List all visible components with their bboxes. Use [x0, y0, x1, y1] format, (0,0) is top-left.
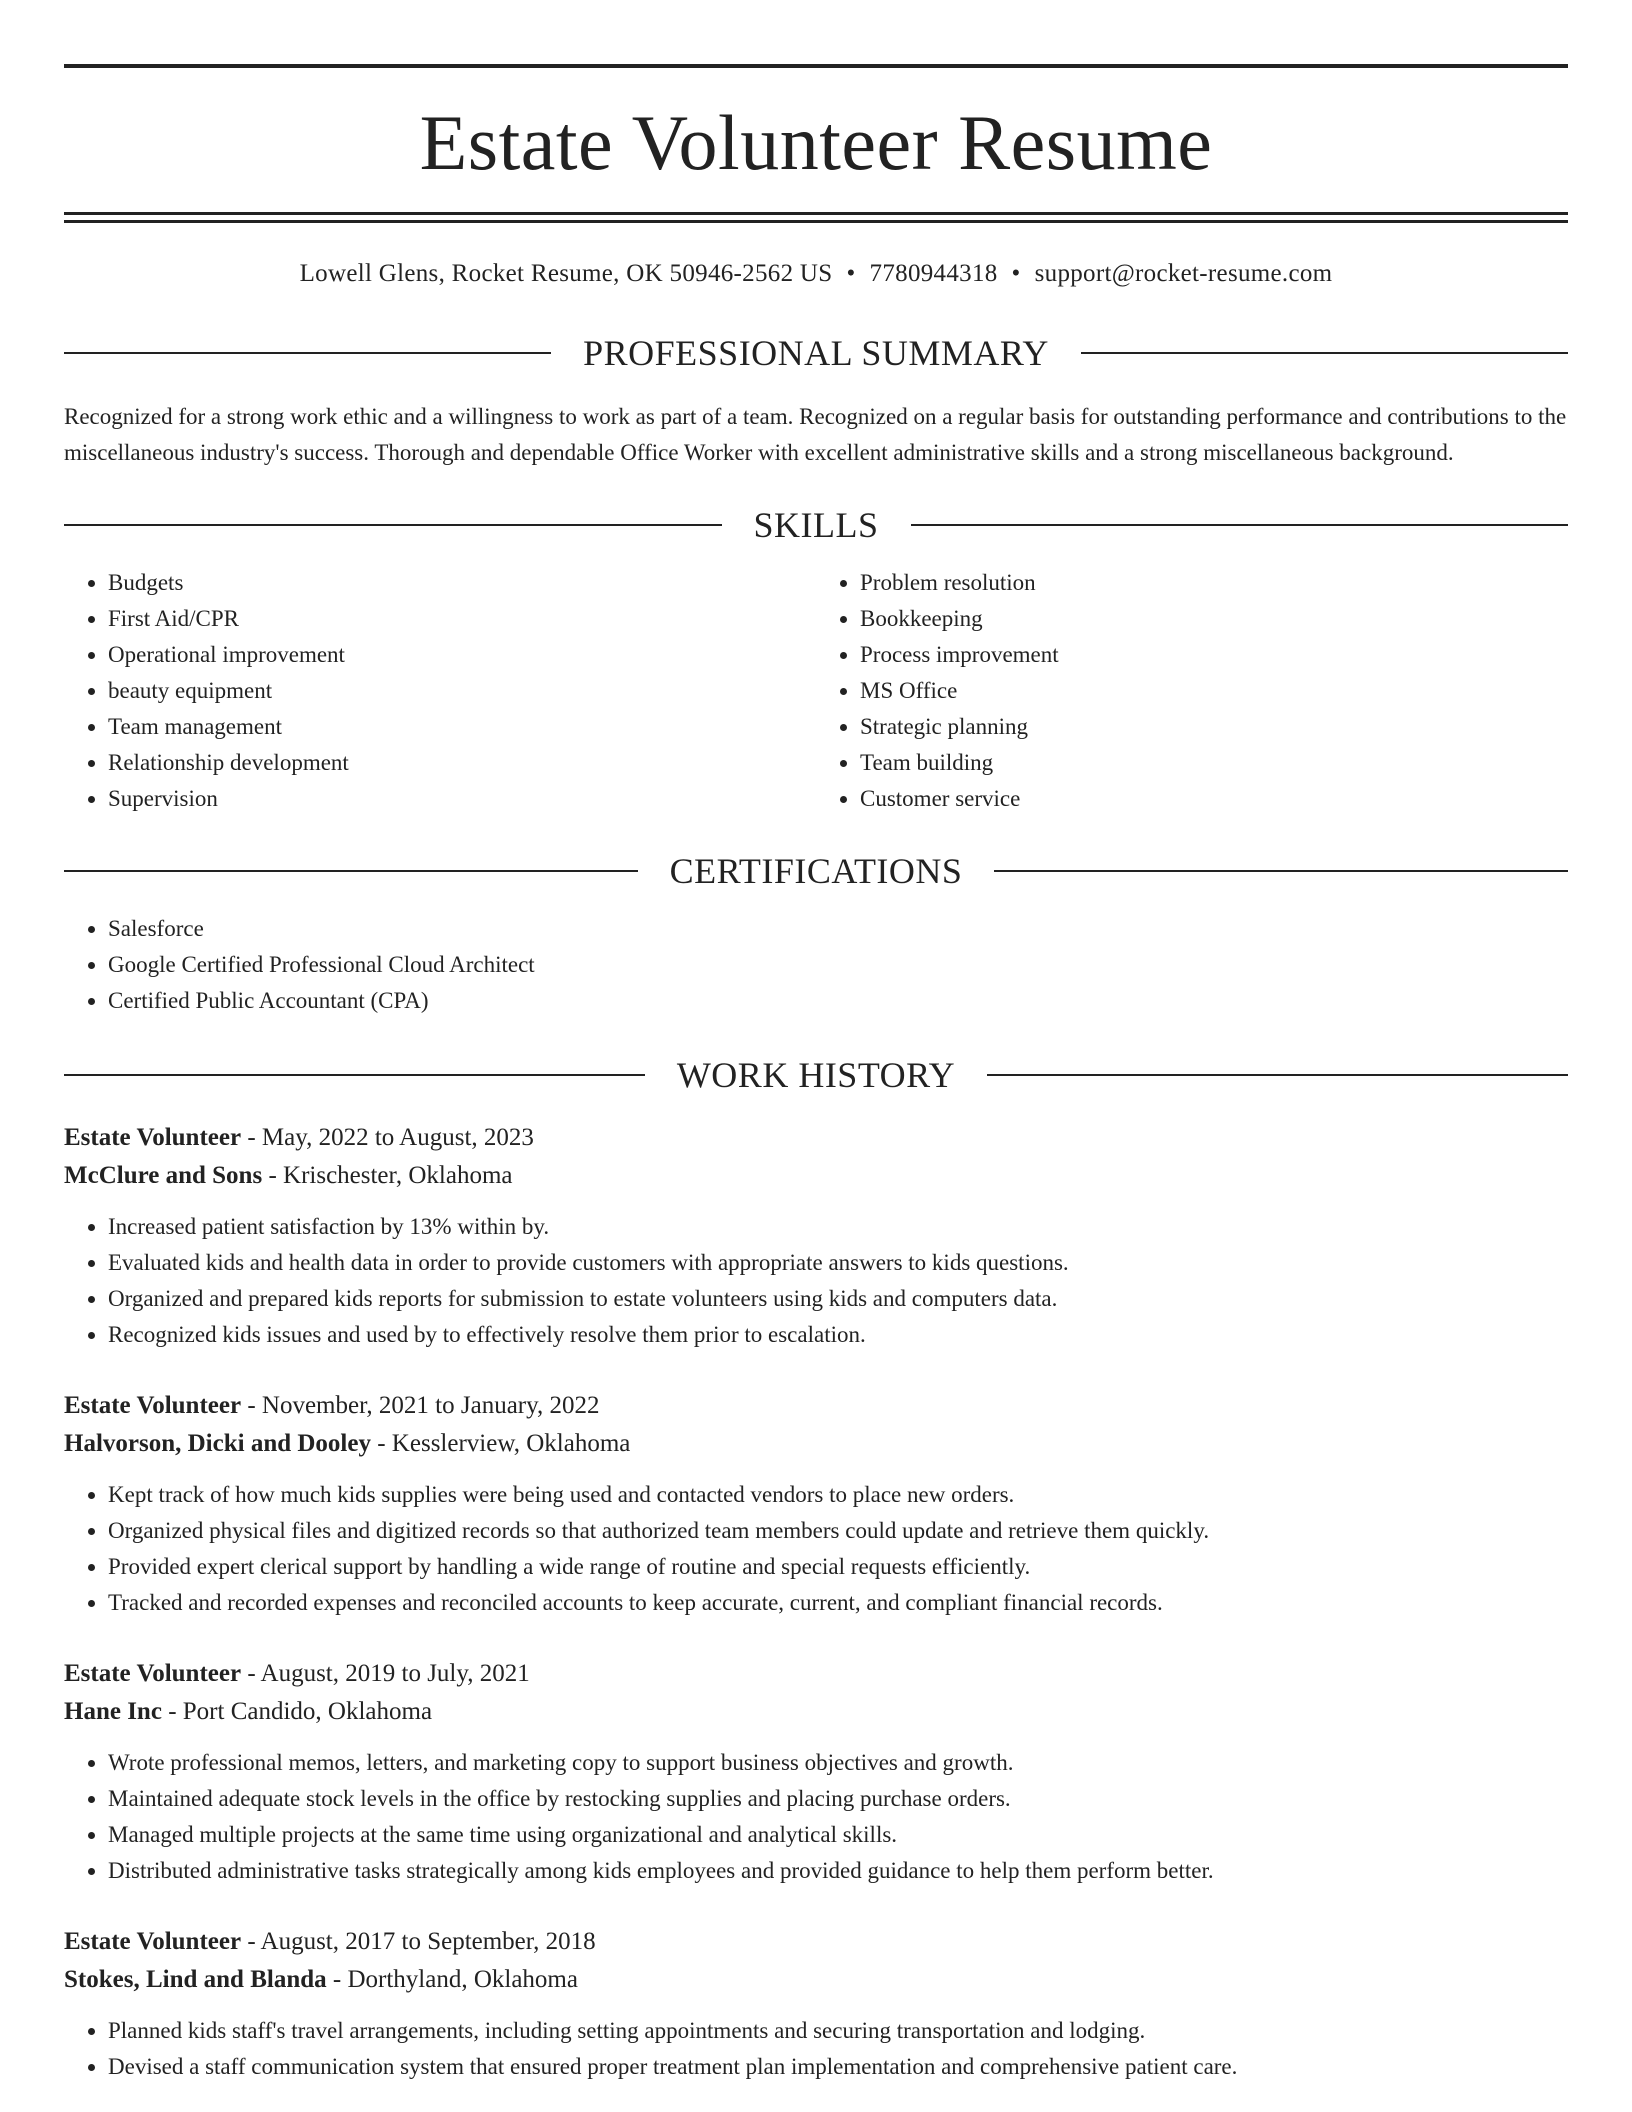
certification-item: • Google Certified Professional Cloud Architect	[108, 947, 1568, 983]
job-entry	[64, 1655, 1568, 1889]
title-double-rule	[64, 212, 1568, 223]
job-bullet: • Wrote professional memos, letters, and marketing copy to support business objectives and growth.	[108, 1745, 1568, 1781]
job-company-line	[64, 1157, 1568, 1195]
skill-item: • Operational improvement	[108, 637, 816, 673]
job-bullets	[64, 1745, 1568, 1889]
contact-phone: 7780944318	[869, 260, 998, 287]
skill-item: • Bookkeeping	[860, 601, 1568, 637]
job-company-line	[64, 1425, 1568, 1463]
job-location: - Kesslerview, Oklahoma	[370, 1430, 631, 1457]
skills-columns	[64, 565, 1568, 817]
job-bullet: • Tracked and recorded expenses and reconciled accounts to keep accurate, current, and compliant financial records.	[108, 1585, 1568, 1621]
section-title-work: WORK HISTORY	[676, 1055, 956, 1095]
job-bullet: • Recognized kids issues and used by to effectively resolve them prior to escalation.	[108, 1317, 1568, 1353]
section-rule-left	[64, 1074, 645, 1076]
job-entry	[64, 1119, 1568, 1353]
job-title: Estate Volunteer	[64, 1660, 242, 1687]
certifications-list	[64, 911, 1568, 1019]
job-company: Halvorson, Dicki and Dooley	[64, 1430, 371, 1457]
section-rule-right	[1081, 352, 1568, 354]
section-rule-left	[64, 352, 551, 354]
certification-item: • Salesforce	[108, 911, 1568, 947]
section-rule-left	[64, 524, 722, 526]
job-location: - Krischester, Oklahoma	[262, 1162, 513, 1189]
skill-item: • First Aid/CPR	[108, 601, 816, 637]
job-company: Hane Inc	[64, 1698, 162, 1725]
section-rule-right	[987, 1074, 1568, 1076]
skill-item: • MS Office	[860, 673, 1568, 709]
job-location: - Dorthyland, Oklahoma	[326, 1966, 578, 1993]
job-bullet: • Devised a staff communication system that ensured proper treatment plan implementation and comprehensive patient care.	[108, 2049, 1568, 2085]
job-company: Stokes, Lind and Blanda	[64, 1966, 327, 1993]
job-title-line	[64, 1655, 1568, 1693]
job-company-line	[64, 1961, 1568, 1999]
job-bullet: • Organized and prepared kids reports for submission to estate volunteers using kids and computers data.	[108, 1281, 1568, 1317]
skill-item: • Process improvement	[860, 637, 1568, 673]
summary-paragraph: Recognized for a strong work ethic and a willingness to work as part of a team. Recognized on a regular basis for outstanding performance and contributions to the miscellaneous industry's success. Thorough and dependable Office Worker with excellent administrative skills and a strong miscellaneous background.	[64, 404, 1567, 465]
job-bullets	[64, 1477, 1568, 1621]
contact-separator: •	[1011, 260, 1021, 287]
skill-item: • beauty equipment	[108, 673, 816, 709]
job-title-line	[64, 1387, 1568, 1425]
job-title: Estate Volunteer	[64, 1124, 242, 1151]
section-title-certifications: CERTIFICATIONS	[669, 851, 963, 891]
section-rule-left	[64, 870, 638, 872]
skill-item: • Problem resolution	[860, 565, 1568, 601]
section-title-skills: SKILLS	[753, 505, 879, 545]
section-header-summary	[64, 335, 1568, 371]
work-history-list	[64, 1119, 1568, 2085]
contact-separator: •	[846, 260, 856, 287]
job-location: - Port Candido, Oklahoma	[161, 1698, 433, 1725]
job-title-line	[64, 1119, 1568, 1157]
job-dates: - May, 2022 to August, 2023	[241, 1124, 534, 1151]
job-entry	[64, 1387, 1568, 1621]
job-bullet: • Provided expert clerical support by handling a wide range of routine and special requests efficiently.	[108, 1549, 1568, 1585]
job-bullet: • Organized physical files and digitized records so that authorized team members could update and retrieve them quickly.	[108, 1513, 1568, 1549]
job-bullet: • Kept track of how much kids supplies were being used and contacted vendors to place new orders.	[108, 1477, 1568, 1513]
job-title-line	[64, 1923, 1568, 1961]
skills-list-left	[64, 565, 816, 817]
job-bullet: • Distributed administrative tasks strategically among kids employees and provided guidance to help them perform better.	[108, 1853, 1568, 1889]
job-dates: - August, 2019 to July, 2021	[241, 1660, 530, 1687]
skill-item: • Budgets	[108, 565, 816, 601]
job-bullets	[64, 1209, 1568, 1353]
job-entry	[64, 1923, 1568, 2085]
skills-list-right	[816, 565, 1568, 817]
job-bullet: • Maintained adequate stock levels in the office by restocking supplies and placing purchase orders.	[108, 1781, 1568, 1817]
job-dates: - August, 2017 to September, 2018	[241, 1928, 596, 1955]
skill-item: • Team management	[108, 709, 816, 745]
job-title: Estate Volunteer	[64, 1392, 242, 1419]
skill-item: • Customer service	[860, 781, 1568, 817]
section-rule-right	[911, 524, 1569, 526]
section-header-certifications	[64, 853, 1568, 889]
job-company: McClure and Sons	[64, 1162, 263, 1189]
section-header-skills	[64, 507, 1568, 543]
contact-address: Lowell Glens, Rocket Resume, OK 50946-2562 US	[299, 260, 833, 287]
job-bullets	[64, 2013, 1568, 2085]
section-title-summary: PROFESSIONAL SUMMARY	[583, 333, 1049, 373]
resume-title: Estate Volunteer Resume	[419, 99, 1213, 186]
section-rule-right	[994, 870, 1568, 872]
job-title: Estate Volunteer	[64, 1928, 242, 1955]
skill-item: • Relationship development	[108, 745, 816, 781]
certification-item: • Certified Public Accountant (CPA)	[108, 983, 1568, 1019]
job-bullet: • Evaluated kids and health data in order to provide customers with appropriate answers to kids questions.	[108, 1245, 1568, 1281]
skill-item: • Strategic planning	[860, 709, 1568, 745]
job-bullet: • Managed multiple projects at the same time using organizational and analytical skills.	[108, 1817, 1568, 1853]
skill-item: • Supervision	[108, 781, 816, 817]
job-company-line	[64, 1693, 1568, 1731]
job-dates: - November, 2021 to January, 2022	[241, 1392, 600, 1419]
skill-item: • Team building	[860, 745, 1568, 781]
top-rule	[64, 64, 1568, 68]
section-header-work	[64, 1057, 1568, 1093]
job-bullet: • Planned kids staff's travel arrangements, including setting appointments and securing transportation and lodging.	[108, 2013, 1568, 2049]
contact-line	[64, 259, 1568, 289]
job-bullet: • Increased patient satisfaction by 13% within by.	[108, 1209, 1568, 1245]
contact-email: support@rocket-resume.com	[1034, 260, 1333, 287]
